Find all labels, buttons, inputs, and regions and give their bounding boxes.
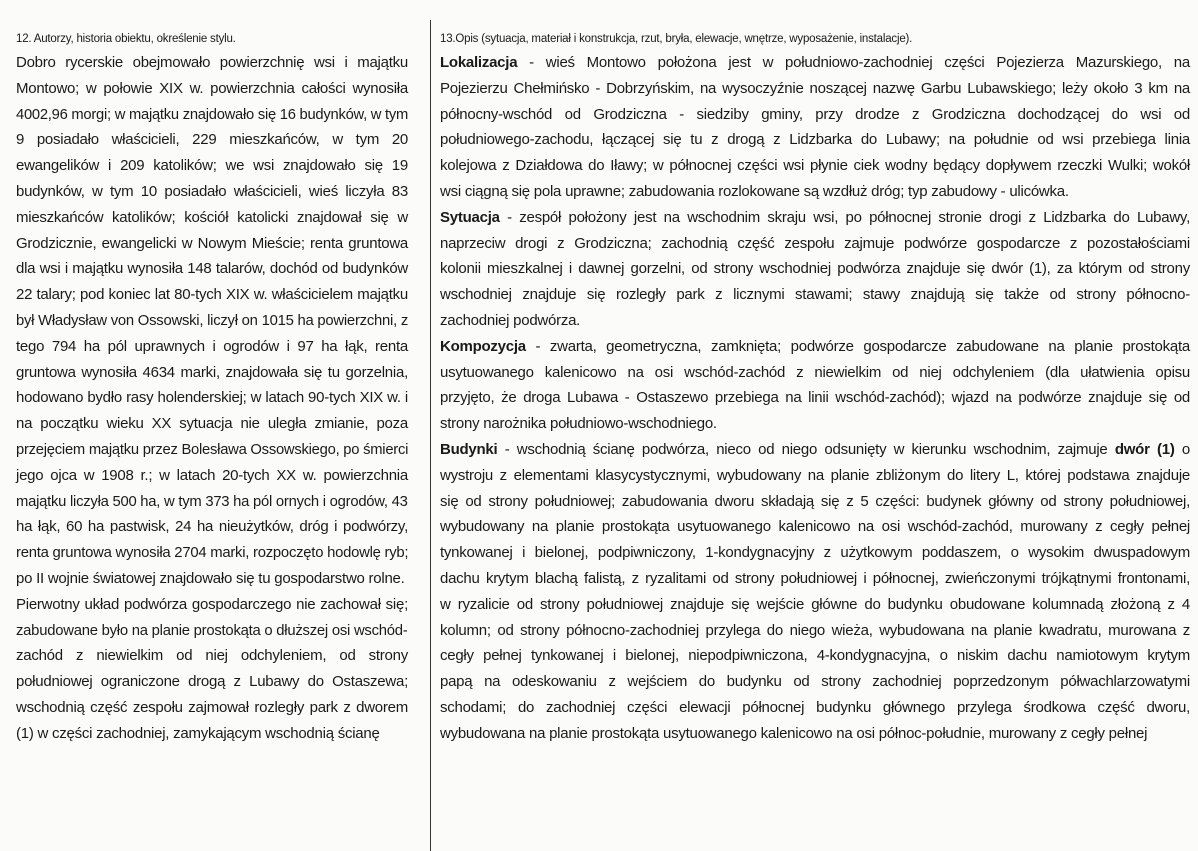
column-divider (430, 20, 431, 851)
text-line: przejęciem majątku przez Bolesława Ossowskiego, po śmierci (16, 440, 409, 458)
text-line (440, 669, 1190, 695)
text-line: (1) w części zachodniej, zamykającym wschodnią ścianę (16, 724, 380, 742)
line-text: papą na odeskowaniu z wejściem do budynku od strony zachodniej poprzedzonym półwachlarzowatymi (440, 673, 1190, 691)
text-line: Dobro rycerskie obejmowało powierzchnię wsi i majątku (16, 54, 408, 71)
line-text: wsi ciągną się pola uprawne; zabudowania rozlokowane są wzdłuż dróg; typ zabudowy - ulicówka. (440, 182, 1069, 200)
line-text: dachu krytym blachą falistą, z ryzalitami od strony południowej i północnej, zwieńczonymi trójkątnymi frontonami, (440, 569, 1190, 587)
description-text-column (440, 50, 1190, 747)
line-text: wschodniej znajduje się rozległy park z licznymi stawami; stawy znajdują się także od strony północno- (440, 286, 1190, 304)
line-text: o (1174, 440, 1190, 458)
line-text: się od strony południowej; zabudowania dworu składają się z 5 części: budynek główny od strony południowej, (440, 492, 1190, 510)
text-line: hodowano bydło rasy holenderskiej; w latach 90-tych XIX w. i (16, 389, 408, 407)
text-line (440, 514, 1190, 540)
text-line (440, 334, 1190, 360)
text-line: ha łąk, 60 ha pastwisk, 24 ha nieużytków, dróg i podwórzy, (16, 518, 408, 536)
text-line: zachód z niewielkim od niej odchyleniem, od strony (16, 647, 408, 665)
text-line (440, 308, 1190, 334)
line-text: - wschodnią ścianę podwórza, nieco od niego odsunięty w kierunku wschodnim, zajmuje (497, 440, 1115, 458)
line-text: wybudowany na planie prostokąta usytuowanego kalenicowo na osi wschód-zachód, murowany z cegły pełnej (440, 518, 1190, 536)
line-text: - zwarta, geometryczna, zamknięta; podwórze gospodarcze zabudowane na planie prostokąta (525, 337, 1190, 355)
history-text-column (16, 50, 408, 747)
line-text: usytuowanego kalenicowo na osi wschód-zachód z niewielkim od niej odchyleniem (dla ułatwienia opisu (440, 363, 1190, 381)
text-line (440, 618, 1190, 644)
text-line (440, 256, 1190, 282)
text-line: Montowo; w połowie XIX w. powierzchnia całości wynosiła (16, 79, 408, 97)
line-text: - zespół położony jest na wschodnim skraju wsi, po północnej stronie drogi z Lidzbarka do Lubawy, (499, 208, 1190, 226)
text-line: zabudowane było na planie prostokąta o dłuższej osi wschód- (16, 621, 408, 639)
text-line: południowej ograniczone drogą z Lubawy do Ostaszewa; (16, 673, 408, 691)
text-line: Grodzicznie, ewangelicki w Nowym Mieście; renta gruntowa (16, 234, 408, 252)
section-heading: Lokalizacja (440, 54, 518, 71)
line-text: Pojezierzu Chełmińsko - Dobrzyńskim, na wysoczyźnie noszącej nazwę Garbu Lubawskiego; leży około 3 km na (440, 79, 1190, 97)
text-line: po II wojnie światowej znajdowało się tu gospodarstwo rolne. (16, 569, 405, 587)
text-line: 4002,96 morgi; w majątku znajdowało się 16 budynków, w tym (16, 105, 409, 123)
line-text: wybudowana na planie prostokąta usytuowanego kalenicowo na osi północ-południe, murowany z cegły pełnej (440, 724, 1148, 742)
line-text: kolumn; od strony północno-zachodniej przylega do niego wieża, wybudowana na planie kwadratu, murowana z (440, 621, 1190, 639)
text-line: gruntowa wynosiła 4634 marki, znajdowała się tu gorzelnia, (16, 363, 408, 381)
text-line (440, 385, 1190, 411)
section-heading: Sytuacja (440, 208, 500, 226)
line-text: naprzeciw drogi z Grodziczna; zachodnią część zespołu zajmuje podwórze gospodarcze z pozostałościami (440, 234, 1190, 252)
text-line (440, 127, 1190, 153)
text-line (440, 592, 1190, 618)
text-line (440, 695, 1190, 721)
line-text: wystroju z elementami klasycystycznymi, wybudowany na planie zbliżonym do litery L, której podstawa znajduje (440, 466, 1190, 484)
text-line: 9 posiadało właścicieli, 229 mieszkańców, w tym 20 (16, 131, 408, 149)
left-column-header: 12. Autorzy, historia obiektu, określenie stylu. (16, 33, 236, 45)
text-line (440, 102, 1190, 128)
text-line: był Władysław von Ossowski, liczył on 1015 ha powierzchni, z (16, 311, 408, 329)
text-line (440, 231, 1190, 257)
text-line (440, 721, 1190, 747)
section-heading: Kompozycja (440, 337, 526, 355)
line-text: południowego-zachodu, łączącej się tu z drogą z Lidzbarka do Lubawy; na południe od wsi przebiega linia (440, 131, 1190, 149)
text-line (440, 411, 1190, 437)
line-text: - wieś Montowo położona jest w południowo-zachodniej części Pojezierza Mazurskiego, na (517, 54, 1190, 71)
text-line (440, 566, 1190, 592)
text-line: budynków, w tym 10 posiadało właścicieli, wieś liczyła 83 (16, 182, 408, 200)
text-line (440, 205, 1190, 231)
text-line (440, 437, 1190, 463)
text-line (440, 76, 1190, 102)
section-heading: Budynki (440, 440, 498, 458)
text-line (440, 489, 1190, 515)
line-text: schodami; do zachodniej części elewacji północnej budynku głównego przylega środkowa część dworu, (440, 698, 1190, 716)
text-line: renta gruntowa wynosiła 2704 marki, rozpoczęto hodowlę ryb; (16, 544, 409, 562)
line-text: kolonii mieszkalnej i dawnej gorzelni, od strony wschodniej podwórza znajduje się dwór (1), za którym od strony (440, 260, 1190, 278)
text-line: 22 talary; pod koniec lat 80-tych XIX w. właścicielem majątku (16, 286, 408, 304)
text-line (440, 643, 1190, 669)
line-text: w ryzalicie od strony południowej znajduje się wejście główne do budynku obudowane kolumnadą złożoną z 4 (440, 595, 1190, 613)
text-line (440, 463, 1190, 489)
text-line (440, 540, 1190, 566)
text-line (440, 360, 1190, 386)
line-text: kolejowa z Działdowa do Iławy; w północnej części wsi płynie ciek wodny będący dopływem rzeczki Wulki; wokół (440, 157, 1190, 175)
text-line: jego ojca w 1908 r.; w latach 20-tych XX w. powierzchnia (16, 466, 408, 484)
text-line: na początku wieku XX sytuacja nie uległa zmianie, poza (16, 415, 408, 433)
text-line: Pierwotny układ podwórza gospodarczego nie zachował się; (16, 595, 408, 613)
text-line: ewangelików i 209 katolików; we wsi znajdowało się 19 (16, 157, 408, 175)
line-text: strony narożnika południowo-wschodniego. (440, 415, 717, 433)
text-line (440, 50, 1190, 76)
bold-term: dwór (1) (1114, 440, 1175, 458)
line-text: zachodniej podwórza. (440, 311, 581, 329)
right-column-header: 13.Opis (sytuacja, materiał i konstrukcja, rzut, bryła, elewacje, wnętrze, wyposażenie, instalacje). (440, 33, 913, 45)
text-line (440, 153, 1190, 179)
text-line (440, 282, 1190, 308)
text-line: mieszkańców katolików; kościół katolicki znajdował się w (16, 208, 408, 226)
text-line: wschodnią część zespołu zajmował rozległy park z dworem (16, 698, 408, 716)
text-line: tego 794 ha pól uprawnych i ogrodów i 97 ha łąk, renta (16, 337, 408, 355)
line-text: cegły pełnej tynkowanej i bielonej, niepodpiwniczona, 4-kondygnacyjna, o niskim dachu namiotowym krytym (440, 647, 1190, 665)
line-text: przyjęto, że droga Lubawa - Ostaszewo przebiega na linii wschód-zachód); wjazd na podwórze znajduje się od (440, 389, 1190, 407)
line-text: tynkowanej i bielonej, podpiwniczony, 1-kondygnacyjny z użytkowym poddaszem, o wysokim dwuspadowym (440, 544, 1190, 562)
text-line (440, 179, 1190, 205)
text-line: dla wsi i majątku wynosiła 148 talarów, dochód od budynków (16, 260, 408, 278)
line-text: północny-wschód od Grodziczna - siedziby gminy, przy drodze z Grodziczna dochodzącej do wsi od (440, 105, 1190, 123)
text-line: majątku liczyła 500 ha, w tym 373 ha pól ornych i ogrodów, 43 (16, 492, 408, 510)
